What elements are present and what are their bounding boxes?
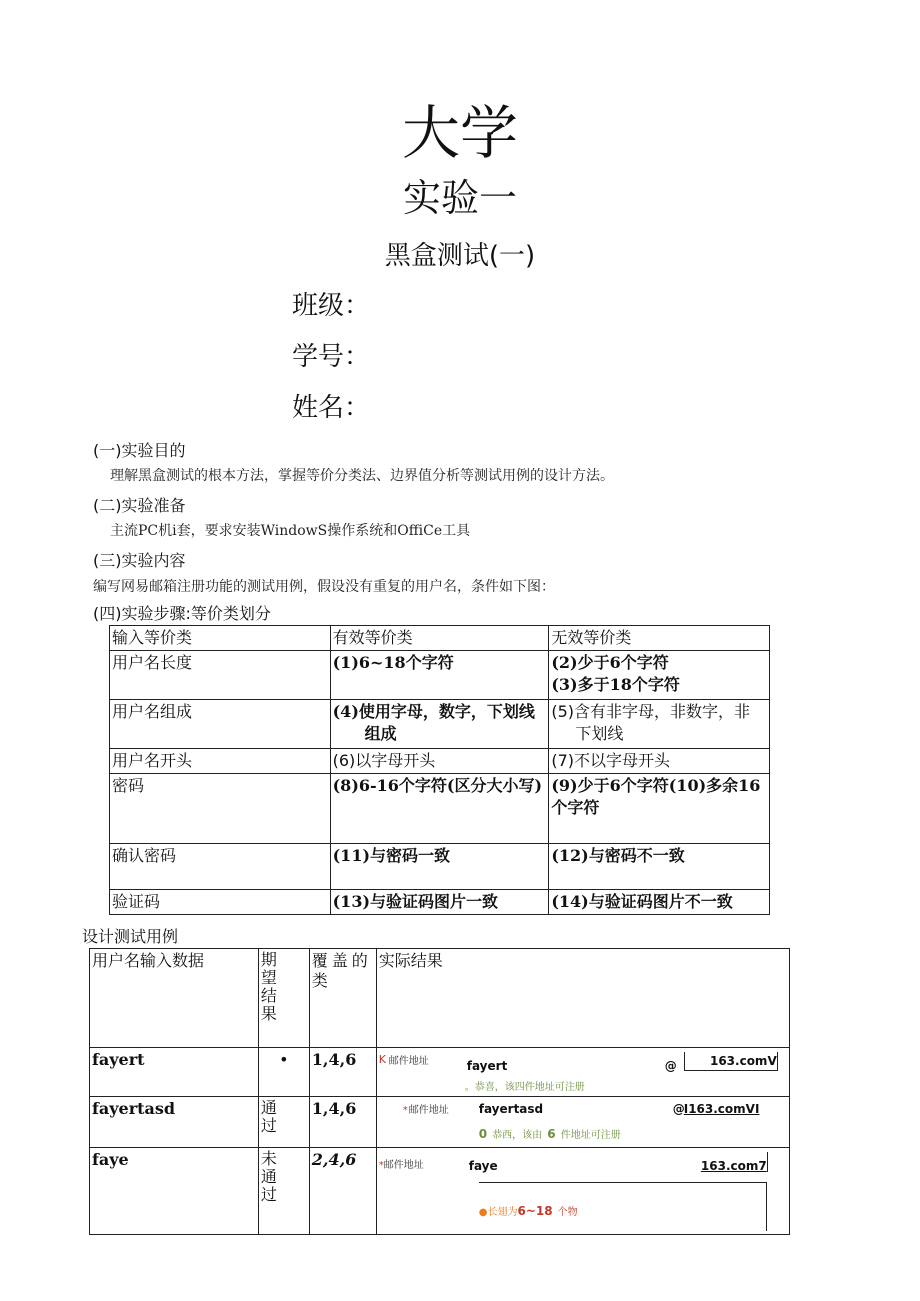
mail-domain: I163.comVI <box>683 1102 760 1116</box>
section-content-title: (三)实验内容 <box>93 551 186 570</box>
section-prep-text: 主流PC机i套，要求安装WindowS操作系统和OffiCe工具 <box>110 523 471 539</box>
note-prefix: ●长翅为 <box>478 1207 518 1218</box>
row-input: 用户名开头 <box>110 749 331 774</box>
row-valid: (1)6~18个字符 <box>330 651 549 700</box>
mail-address-label: 邮件地址 <box>408 1105 449 1116</box>
note-tail: 件地址可注册 <box>560 1130 621 1141</box>
valid-line-2: 组成 <box>364 724 397 743</box>
result-note-line <box>479 1123 621 1146</box>
experiment-name: 黑盒测试(一) <box>384 241 536 271</box>
note-text: 恭西，该由 <box>492 1130 543 1141</box>
invalid-line-1: (2)少于6个字符 <box>551 653 669 672</box>
header-covered-classes: 覆盖的类 <box>309 949 376 1048</box>
note-num2: 6 <box>547 1127 556 1141</box>
row-invalid: (9)少于6个字符(10)多余16个字符 <box>549 774 770 844</box>
class-label: 班级： <box>292 291 371 321</box>
section-purpose-title: (一)实验目的 <box>93 441 186 460</box>
result-note: 。恭喜，该四件地址可注册 <box>464 1082 585 1093</box>
at-sign: @ <box>664 1059 677 1073</box>
mail-address-label: 邮件地址 <box>388 1056 429 1067</box>
equivalence-class-table <box>109 625 770 915</box>
header-expected <box>258 949 309 1048</box>
case-classes: 1,4,6 <box>309 1048 376 1097</box>
row-input: 用户名组成 <box>110 700 331 749</box>
valid-line-1: (4)使用字母，数字，下划线 <box>332 702 535 721</box>
test-case-table <box>89 948 790 1235</box>
row-valid: (6)以字母开头 <box>330 749 549 774</box>
section-content-text: 编写网易邮箱注册功能的测试用例，假设没有重复的用户名，条件如下图： <box>93 579 555 595</box>
row-invalid <box>549 700 770 749</box>
row-valid: (11)与密码一致 <box>330 844 549 890</box>
row-input: 确认密码 <box>110 844 331 890</box>
design-cases-label: 设计测试用例 <box>82 927 179 946</box>
page-title: 大学 <box>401 99 518 167</box>
header-invalid-class: 无效等价类 <box>549 626 770 651</box>
header-input-data: 用户名输入数据 <box>90 949 259 1048</box>
case-expected <box>258 1097 309 1148</box>
row-invalid: (12)与密码不一致 <box>549 844 770 890</box>
row-invalid <box>549 651 770 700</box>
mail-user: fayert <box>466 1059 508 1073</box>
section-prep-title: (二)实验准备 <box>93 496 186 515</box>
input-border <box>767 1152 768 1172</box>
header-input-class: 输入等价类 <box>110 626 331 651</box>
row-valid: (8)6-16个字符(区分大小写) <box>330 774 549 844</box>
mark-prefix: K <box>378 1053 386 1066</box>
row-input: 验证码 <box>110 890 331 915</box>
note-range: 6~18 <box>517 1204 553 1218</box>
case-input: fayert <box>90 1048 259 1097</box>
case-classes: 1,4,6 <box>309 1097 376 1148</box>
mail-address-label: 邮件地址 <box>383 1160 424 1171</box>
mail-user: faye <box>468 1159 498 1173</box>
row-valid: (13)与验证码图片一致 <box>330 890 549 915</box>
section-purpose-text: 理解黑盒测试的根本方法，掌握等价分类法、边界值分析等测试用例的设计方法。 <box>110 468 614 484</box>
mark-prefix: * <box>378 1160 384 1171</box>
invalid-line-2: 下划线 <box>575 724 624 743</box>
case-expected <box>258 1148 309 1235</box>
case-actual-screenshot <box>376 1048 789 1097</box>
row-invalid: (7)不以字母开头 <box>549 749 770 774</box>
at-sign: @ <box>672 1102 685 1116</box>
invalid-line-2: (3)多于18个字符 <box>551 675 680 694</box>
case-expected: • <box>258 1048 309 1097</box>
invalid-line-1: (5)含有非字母，非数字，非 <box>551 702 750 721</box>
error-line <box>479 1200 578 1223</box>
header-actual-result: 实际结果 <box>376 949 789 1048</box>
case-input: faye <box>90 1148 259 1235</box>
mail-user: fayertasd <box>478 1102 544 1116</box>
note-num: 0 <box>478 1127 488 1141</box>
case-actual-screenshot <box>376 1097 789 1148</box>
row-valid <box>330 700 549 749</box>
case-classes: 2,4,6 <box>309 1148 376 1235</box>
mark-prefix: * <box>402 1105 408 1116</box>
row-input: 用户名长度 <box>110 651 331 700</box>
case-actual-screenshot <box>376 1148 789 1235</box>
student-id-label: 学号： <box>292 342 371 372</box>
header-valid-class: 有效等价类 <box>330 626 549 651</box>
expected-label: 期望结果 <box>260 950 277 1023</box>
mail-domain: 163.comV <box>684 1052 778 1071</box>
row-invalid: (14)与验证码图片不一致 <box>549 890 770 915</box>
section-steps-title: (四)实验步骤:等价类划分 <box>93 604 271 623</box>
case-input: fayertasd <box>90 1097 259 1148</box>
expected-text: 未通过 <box>260 1149 277 1204</box>
note-tail: 个物 <box>557 1207 578 1218</box>
experiment-number: 实验一 <box>402 176 517 220</box>
mail-domain: 163.com7 <box>700 1159 767 1173</box>
student-name-label: 姓名： <box>292 393 371 423</box>
row-input: 密码 <box>110 774 331 844</box>
expected-text: 通过 <box>260 1098 277 1135</box>
